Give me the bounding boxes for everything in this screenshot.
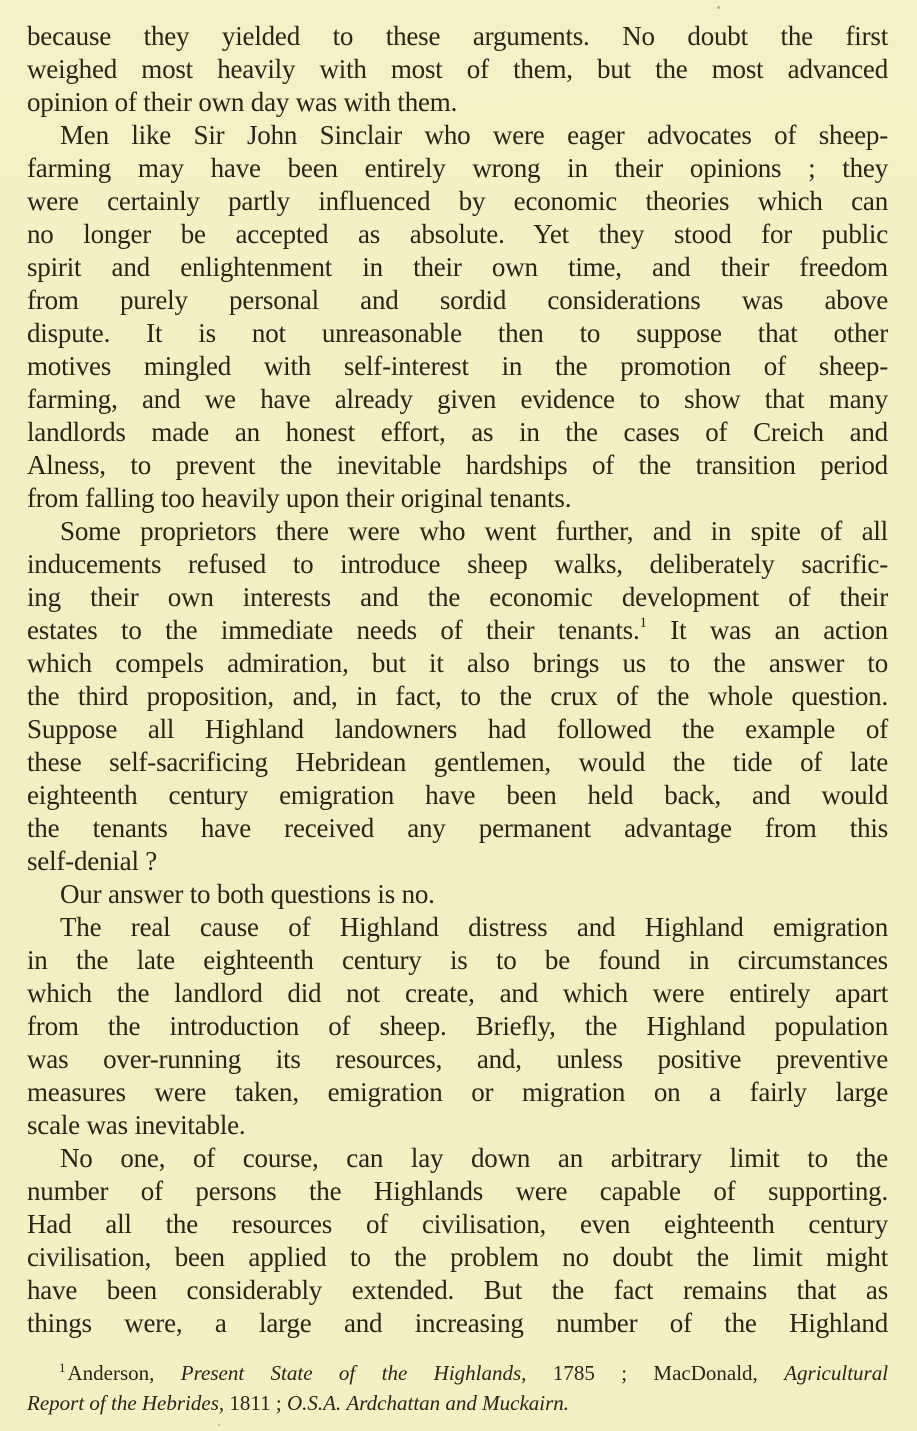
text-line-content: things were, a large and increasing number of the Highland [27, 1308, 888, 1338]
text-line-content: opinion of their own day was with them. [27, 87, 458, 117]
text-line-content: farming, and we have already given evidence to show that many [27, 384, 888, 414]
footnote-title: Agricultural [784, 1361, 889, 1385]
text-line-content: Some proprietors there were who went further, and in spite of all [60, 516, 888, 546]
text-line-content: were certainly partly influenced by economic theories which can [27, 186, 888, 216]
text-line [27, 779, 888, 812]
text-line-content: the tenants have received any permanent advantage from this [27, 813, 888, 843]
text-line [27, 152, 888, 185]
footnote-place: Ardchattan and Muckairn. [346, 1391, 570, 1415]
text-line [27, 977, 888, 1010]
body-text [27, 20, 888, 1340]
text-line [27, 515, 888, 548]
text-line [27, 581, 888, 614]
text-line [27, 86, 888, 119]
text-line [27, 1010, 888, 1043]
footnote-author: Anderson, [67, 1361, 155, 1385]
text-line [27, 1241, 888, 1274]
paragraph-real-cause [27, 911, 888, 1142]
text-line-content: these self-sacrificing Hebridean gentlemen, would the tide of late [27, 747, 888, 777]
text-line-content: from the introduction of sheep. Briefly, the Highland population [27, 1011, 888, 1041]
text-line-content: the third proposition, and, in fact, to the crux of the whole question. [27, 681, 888, 711]
paragraph-proprietors [27, 515, 888, 878]
text-line [27, 383, 888, 416]
text-line [27, 1175, 888, 1208]
text-line [27, 878, 888, 911]
text-line [27, 647, 888, 680]
text-line-content: weighed most heavily with most of them, but the most advanced [27, 54, 888, 84]
text-line-content: number of persons the Highlands were capable of supporting. [27, 1176, 888, 1206]
text-line [27, 482, 888, 515]
footnote [27, 1358, 888, 1418]
text-line-content: Our answer to both questions is no. [60, 879, 435, 909]
text-line [27, 911, 888, 944]
text-line [27, 416, 888, 449]
text-line-content: farming may have been entirely wrong in their opinions ; they [27, 153, 888, 183]
text-line-content: no longer be accepted as absolute. Yet they stood for public [27, 219, 888, 249]
text-line-content: which compels admiration, but it also brings us to the answer to [27, 648, 888, 678]
footnote-year: 1811 ; [229, 1391, 282, 1415]
paragraph-no-one [27, 1142, 888, 1340]
text-line-content: from purely personal and sordid considerations was above [27, 285, 888, 315]
text-line-content: landlords made an honest effort, as in the cases of Creich and [27, 417, 888, 447]
text-line-content: which the landlord did not create, and which were entirely apart [27, 978, 888, 1008]
text-line [27, 1043, 888, 1076]
text-line-content: dispute. It is not unreasonable then to suppose that other [27, 318, 888, 348]
text-line-content: eighteenth century emigration have been held back, and would [27, 780, 888, 810]
page-speck [218, 1424, 220, 1426]
paragraph-continuation [27, 20, 888, 119]
footnote-author: MacDonald, [653, 1361, 758, 1385]
text-line-content: was over-running its resources, and, unless positive preventive [27, 1044, 888, 1074]
text-line-content: ing their own interests and the economic development of their [27, 582, 888, 612]
text-line [27, 317, 888, 350]
text-fragment: It was an action [670, 615, 888, 645]
footnote-line-content [59, 1358, 888, 1388]
text-line-content: No one, of course, can lay down an arbitrary limit to the [60, 1143, 888, 1173]
text-line-content: inducements refused to introduce sheep walks, deliberately sacrific- [27, 549, 888, 579]
text-line [27, 680, 888, 713]
text-line [27, 449, 888, 482]
text-line [27, 1208, 888, 1241]
text-line [27, 944, 888, 977]
text-line-content [27, 614, 888, 647]
text-line [27, 812, 888, 845]
text-line [27, 713, 888, 746]
footnote-line-content [27, 1388, 888, 1418]
text-line-content: The real cause of Highland distress and Highland emigration [60, 912, 888, 942]
text-line-content: self-denial ? [27, 846, 158, 876]
text-line-content: civilisation, been applied to the problem no doubt the limit might [27, 1242, 888, 1272]
footnote-year: 1785 ; [552, 1361, 628, 1385]
footnote-source: O.S.A. [286, 1391, 342, 1415]
text-line-content: Had all the resources of civilisation, even eighteenth century [27, 1209, 888, 1239]
text-line-content: Suppose all Highland landowners had followed the example of [27, 714, 888, 744]
text-line [27, 53, 888, 86]
text-line [27, 1109, 888, 1142]
footnote-line [27, 1388, 888, 1418]
text-line-content: Men like Sir John Sinclair who were eager advocates of sheep- [60, 120, 888, 150]
text-line [27, 251, 888, 284]
text-line-content: in the late eighteenth century is to be found in circumstances [27, 945, 888, 975]
text-line [27, 1142, 888, 1175]
page-speck [717, 6, 720, 9]
text-line-content: have been considerably extended. But the fact remains that as [27, 1275, 888, 1305]
text-line [27, 218, 888, 251]
text-fragment: estates to the immediate needs of their tenants. [27, 615, 640, 645]
text-line [27, 1274, 888, 1307]
text-line [27, 845, 888, 878]
footnote-marker: 1 [59, 1360, 66, 1375]
text-line-content: because they yielded to these arguments. No doubt the first [27, 21, 888, 51]
paragraph-sinclair [27, 119, 888, 515]
text-line [27, 350, 888, 383]
footnote-line [27, 1358, 888, 1388]
text-line-content: Alness, to prevent the inevitable hardships of the transition period [27, 450, 888, 480]
text-line [27, 746, 888, 779]
text-line-content: from falling too heavily upon their original tenants. [27, 483, 572, 513]
footnote-title: Present State of the Highlands, [180, 1361, 527, 1385]
text-line-content: scale was inevitable. [27, 1110, 246, 1140]
text-line [27, 614, 888, 647]
text-line [27, 20, 888, 53]
text-line [27, 185, 888, 218]
text-line-content: spirit and enlightenment in their own time, and their freedom [27, 252, 888, 282]
text-line-content: motives mingled with self-interest in the promotion of sheep- [27, 351, 888, 381]
text-line-content: measures were taken, emigration or migration on a fairly large [27, 1077, 888, 1107]
text-line [27, 119, 888, 152]
text-line [27, 1307, 888, 1340]
footnote-reference[interactable]: 1 [639, 615, 647, 631]
paragraph-answer [27, 878, 888, 911]
text-line [27, 1076, 888, 1109]
text-line [27, 284, 888, 317]
text-line [27, 548, 888, 581]
footnote-title: Report of the Hebrides, [27, 1391, 225, 1415]
